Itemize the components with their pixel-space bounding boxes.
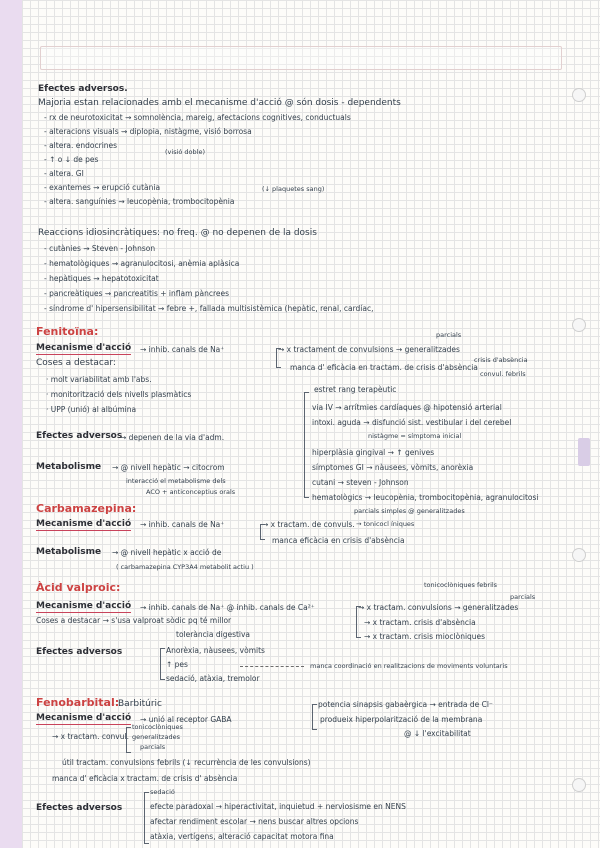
fenobarbital-mech-r1: potencia sinapsis gabaèrgica → entrada de Cl⁻ (318, 700, 493, 709)
adverse-note: (↓ plaquetes sang) (262, 185, 325, 193)
valproic-branch: → x tractam. crisis d'absència (364, 618, 476, 627)
fenitoina-adverse-item: hiperplàsia gingival → ↑ genives (312, 448, 435, 457)
fenitoina-metab: → @ nivell hepàtic → citocrom (112, 463, 225, 472)
valproic-adverse-item: sedació, atàxia, tremolor (166, 674, 260, 683)
dashed-arrow (240, 666, 304, 667)
fenitoina-metab: ACO + anticonceptius orals (146, 488, 236, 496)
carbamazepina-branch-a: parcials simples @ generalitzades (354, 507, 465, 515)
valproic-adverse-note: manca coordinació en realitzacions de moviments voluntaris (310, 662, 508, 670)
fenitoina-adverse-text: → depenen de la via d'adm. (120, 433, 225, 442)
bracket (260, 524, 265, 540)
adverse-item: - altera. sanguínies ⇝ leucopènia, trombocitopènia (44, 197, 235, 206)
carbamazepina-branch: manca eficàcia en crisis d'absència (272, 536, 405, 545)
adverse-item: - altera. endocrines (44, 141, 118, 150)
page-side-tab (578, 438, 590, 466)
valproic-highlight2: tolerància digestiva (176, 630, 251, 639)
carbamazepina-mech-text: → inhib. canals de Na⁺ (140, 520, 225, 529)
page-margin-tab (0, 0, 22, 848)
idiosyncratic-item: - hepàtiques ⇝ hepatotoxicitat (44, 274, 159, 283)
binder-hole (572, 778, 586, 792)
fenobarbital-mech-label: Mecanisme d'acció (36, 713, 132, 723)
fenitoina-adverse-item: cutani → steven - Johnson (312, 478, 409, 487)
fenobarbital-adverse-label: Efectes adversos (36, 803, 123, 813)
fenobarbital-title: Fenobarbital: (36, 696, 120, 709)
idiosyncratic-item: - pancreàtiques ⇝ pancreatitis + inflam pàncrees (44, 289, 230, 298)
bracket (276, 348, 281, 368)
carbamazepina-metab-label: Metabolisme (36, 547, 102, 557)
fenitoina-mech-text: → inhib. canals de Na⁺ (140, 345, 225, 354)
idiosyncratic-item: - hematològiques ⇝ agranulocitosi, anèmia aplàsica (44, 259, 240, 268)
fenitoina-adverse-item: símptomes GI → nàusees, vòmits, anorèxia (312, 463, 474, 472)
bracket (144, 792, 149, 844)
fenobarbital-use2: útil tractam. convulsions febrils (↓ recurrència de les convulsions) (62, 758, 311, 767)
valproic-highlight: Coses a destacar → s'usa valproat sòdic pq té millor (36, 616, 232, 625)
fenitoina-metab: interacció el metabolisme dels (126, 477, 226, 485)
fenobarbital-use3: manca d' eficàcia x tractam. de crisis d' absència (52, 774, 238, 783)
adverse-item: - altera. GI (44, 169, 84, 178)
valproic-parcials: parcials (510, 593, 536, 601)
valproic-branch: → x tractam. convulsions → generalitzades (358, 603, 519, 612)
binder-hole (572, 318, 586, 332)
fenobarbital-subtitle: Barbitúric (118, 699, 162, 709)
adverse-intro: Majoria estan relacionades amb el mecanisme d'acció @ són dosis - dependents (38, 98, 401, 108)
fenitoina-parcials: parcials (436, 331, 462, 339)
fenitoina-highlight-title: Coses a destacar: (36, 358, 116, 368)
fenobarbital-adverse-item: sedació (150, 788, 175, 796)
fenitoina-adverse-item: intoxi. aguda → disfunció sist. vestibular i del cerebel (312, 418, 512, 427)
carbamazepina-title: Carbamazepina: (36, 502, 137, 515)
fenobarbital-mech-text: → unió al receptor GABA (140, 715, 232, 724)
fenitoina-adverse-item: hematològics → leucopènia, trombocitopènia, agranulocitosi (312, 493, 539, 502)
fenobarbital-adverse-item: atàxia, vertígens, alteració capacitat motora fina (150, 832, 334, 841)
valproic-adverse-item: ↑ pes (166, 660, 188, 669)
carbamazepina-branch-b: → tonicocl íniques (356, 520, 415, 528)
fenobarbital-use1-item: tonicoclòniques (132, 723, 183, 731)
fenitoina-title: Fenitoïna: (36, 325, 99, 338)
fenitoina-adverse-item: via IV → arrítmies cardíaques @ hipotensió arterial (312, 403, 502, 412)
fenitoina-branch: manca d' eficàcia en tractam. de crisis d'absència (290, 363, 478, 372)
fenitoina-mech-label: Mecanisme d'acció (36, 343, 132, 353)
fenitoina-adverse-item: nistàgme = símptoma inicial (368, 432, 462, 440)
carbamazepina-mech-label: Mecanisme d'acció (36, 519, 132, 529)
page-header-box (40, 46, 562, 70)
fenobarbital-mech-r2: produeix hiperpolarització de la membrana (320, 715, 483, 724)
bracket (356, 606, 361, 638)
carbamazepina-metab-sub: ( carbamazepina CYP3A4 metabolit actiu ) (116, 563, 254, 571)
fenobarbital-adverse-item: efecte paradoxal → hiperactivitat, inquietud + nerviosisme en NENS (150, 802, 406, 811)
valproic-title: Àcid valproic: (36, 581, 121, 594)
binder-hole (572, 548, 586, 562)
bracket (160, 648, 165, 680)
fenitoina-febrils: convul. febrils (480, 370, 526, 378)
bracket (126, 727, 131, 753)
fenobarbital-adverse-item: afectar rendiment escolar → nens buscar altres opcions (150, 817, 359, 826)
valproic-adverse-item: Anorèxia, nàusees, vòmits (166, 646, 265, 655)
idiosyncratic-item: - cutànies ⇝ Steven - Johnson (44, 244, 156, 253)
fenitoina-adverse-label: Efectes adversos (36, 431, 123, 441)
adverse-item: - ↑ o ↓ de pes (44, 155, 99, 164)
adverse-title: Efectes adversos. (38, 84, 128, 94)
valproic-branch: → x tractam. crisis mioclòniques (364, 632, 486, 641)
adverse-item: - exantemes ⇝ erupció cutània (44, 183, 161, 192)
bracket (312, 704, 317, 730)
bracket (304, 392, 309, 498)
idiosyncratic-title: Reaccions idiosincràtiques: no freq. @ no depenen de la dosis (38, 228, 317, 238)
fenitoina-metab-label: Metabolisme (36, 462, 102, 472)
fenobarbital-use1: → x tractam. convul. (52, 732, 129, 741)
fenobarbital-use1-item: parcials (140, 743, 166, 751)
fenitoina-highlight: · monitorització dels nivells plasmàtics (46, 390, 192, 399)
valproic-mech-label: Mecanisme d'acció (36, 601, 132, 611)
fenitoina-crisis: crisis d'absència (474, 356, 528, 364)
fenitoina-highlight: · molt variabilitat amb l'abs. (46, 375, 152, 384)
valproic-mech-text: → inhib. canals de Na⁺ @ inhib. canals de Ca²⁺ (140, 603, 315, 612)
valproic-top-labels: tonicoclòniques febrils (424, 581, 498, 589)
idiosyncratic-item: - síndrome d' hipersensibilitat ⇝ febre +, fallada multisistèmica (hepàtic, renal, cardíac, (44, 304, 374, 313)
adverse-item: - rx de neurotoxicitat ⇝ somnolència, mareig, afectacions cognitives, conductuals (44, 113, 351, 122)
fenitoina-adverse-item: estret rang terapèutic (314, 385, 397, 394)
carbamazepina-metab: → @ nivell hepàtic x acció de (112, 548, 222, 557)
valproic-adverse-label: Efectes adversos (36, 647, 123, 657)
fenitoina-highlight: · UPP (unió) al albúmina (46, 405, 137, 414)
fenitoina-branch: → x tractament de convulsions → generalitzades (278, 345, 460, 354)
carbamazepina-branch: → x tractam. de convuls. (262, 520, 355, 529)
adverse-item: - alteracions visuals ⇝ diplopia, nistàgme, visió borrosa (44, 127, 252, 136)
fenobarbital-mech-r3: @ ↓ l'excitabilitat (404, 729, 471, 738)
adverse-note: (visió doble) (165, 148, 205, 156)
binder-hole (572, 88, 586, 102)
fenobarbital-use1-item: generalitzades (132, 733, 180, 741)
